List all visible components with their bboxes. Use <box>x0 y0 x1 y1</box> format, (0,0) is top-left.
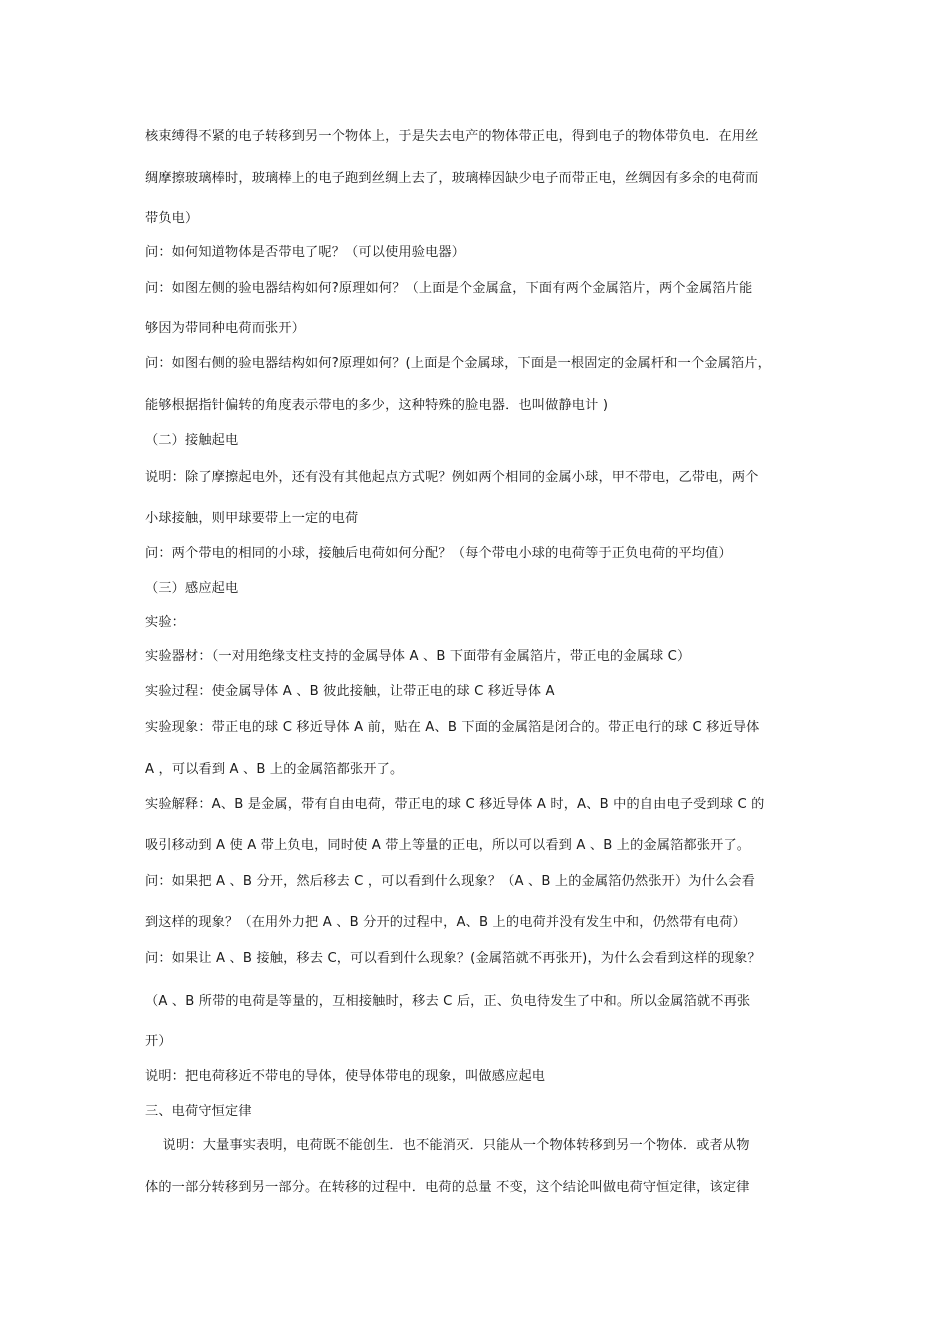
section-heading: （二）接触起电 <box>145 433 239 448</box>
text-line: 绸摩擦玻璃棒时，玻璃棒上的电子跑到丝绸上去了，玻璃棒因缺少电子而带正电，丝绸因有多余的电荷而 <box>145 171 759 186</box>
text-line: 体的一部分转移到另一部分。在转移的过程中．电荷的总量 不变，这个结论叫做电荷守恒定律，该定律 <box>145 1180 750 1195</box>
text-line: 问：如图右侧的验电器结构如何?原理如何？(上面是个金属球，下面是一根固定的金属杆和一个金属箔片， <box>145 356 771 371</box>
text-line: 核束缚得不紧的电子转移到另一个物体上，于是失去电产的物体带正电，得到电子的物体带负电．在用丝 <box>145 129 759 144</box>
text-line: 说明：大量事实表明，电荷既不能创生．也不能消灭．只能从一个物体转移到另一个物体．或者从物 <box>145 1138 750 1153</box>
text-line: 问：如图左侧的验电器结构如何?原理如何？（上面是个金属盒，下面有两个金属箔片，两个金属箔片能 <box>145 281 753 296</box>
text-line: 吸引移动到 A 使 A 带上负电，同时使 A 带上等量的正电，所以可以看到 A 、B 上的金属箔都张开了。 <box>145 838 751 853</box>
text-line: 说明：把电荷移近不带电的导体，使导体带电的现象，叫做感应起电 <box>145 1069 546 1084</box>
text-line: 实验： <box>145 615 186 630</box>
text-line: 说明：除了摩擦起电外，还有没有其他起点方式呢？例如两个相同的金属小球，甲不带电，乙带电，两个 <box>145 470 759 485</box>
text-line: 实验器材：（一对用绝缘支柱支持的金属导体 A 、B 下面带有金属箔片，带正电的金属球 C） <box>145 649 691 664</box>
text-line: 能够根据指针偏转的角度表示带电的多少，这种特殊的脸电器．也叫做静电计 ) <box>145 398 609 413</box>
text-line: 小球接触，则甲球要带上一定的电荷 <box>145 511 359 526</box>
text-line: 到这样的现象？（在用外力把 A 、B 分开的过程中，A、B 上的电荷并没有发生中和，仍然带有电荷） <box>145 915 746 930</box>
text-line: 实验解释：A、B 是金属，带有自由电荷，带正电的球 C 移近导体 A 时，A、B 中的自由电子受到球 C 的 <box>145 797 765 812</box>
text-line: （A 、B 所带的电荷是等量的，互相接触时，移去 C 后，正、负电待发生了中和。所以金属箔就不再张 <box>145 994 751 1009</box>
section-heading: 三、电荷守恒定律 <box>145 1104 252 1119</box>
text-line: A ，可以看到 A 、B 上的金属箔都张开了。 <box>145 762 404 777</box>
text-line: 问：如果把 A 、B 分开，然后移去 C ，可以看到什么现象？（A 、B 上的金属箔仍然张开）为什么会看 <box>145 874 755 889</box>
text-line: 开） <box>145 1034 172 1049</box>
text-line: 够因为带同种电荷而张开） <box>145 321 306 336</box>
section-heading: （三）感应起电 <box>145 581 239 596</box>
text-line: 问：如果让 A 、B 接触，移去 C，可以看到什么现象？(金属箔就不再张开)，为什么会看到这样的现象？ <box>145 951 761 966</box>
text-line: 问：如何知道物体是否带电了呢？（可以使用验电器） <box>145 245 466 260</box>
text-line: 实验现象：带正电的球 C 移近导体 A 前，贴在 A、B 下面的金属箔是闭合的。带正电行的球 C 移近导体 <box>145 720 760 735</box>
text-line: 带负电） <box>145 211 199 226</box>
text-line: 实验过程：使金属导体 A 、B 彼此接触，让带正电的球 C 移近导体 A <box>145 684 555 699</box>
text-line: 问：两个带电的相同的小球，接触后电荷如何分配？（每个带电小球的电荷等于正负电荷的平均值） <box>145 546 732 561</box>
